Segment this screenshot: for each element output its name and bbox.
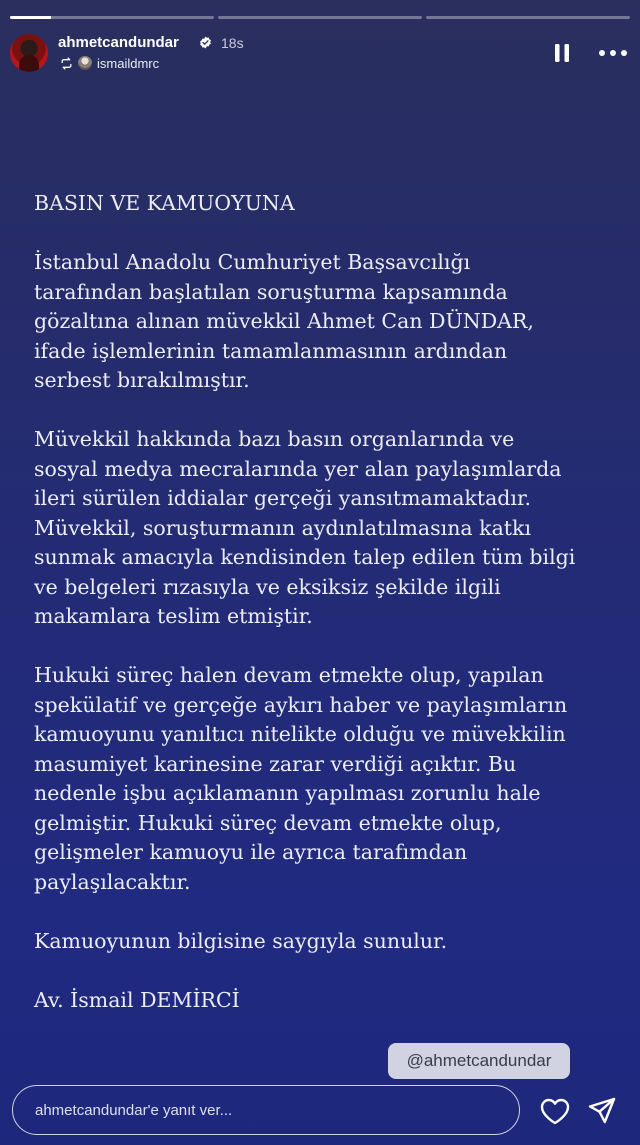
- reply-input[interactable]: [35, 1086, 495, 1134]
- repost-source-username: ismaildmrc: [97, 55, 160, 71]
- statement-paragraph: Müvekkil hakkında bazı basın organlarında ve sosyal medya mecralarında yer alan paylaşımlarda ileri sürülen iddialar gerçeği yansıtmamaktadır. Müvekkil, soruşturmanın aydınlatılmasına katkı sunmak amacıyla kendisinden talep edilen tüm bilgi ve belgeleri rızasıyla ve eksiksiz şekilde ilgili makamlara teslim etmiştir.: [34, 427, 576, 628]
- story-progress: [10, 16, 630, 19]
- verified-badge-icon: [199, 36, 212, 49]
- story-progress-segment: [10, 16, 214, 19]
- pause-icon[interactable]: [552, 42, 572, 64]
- reply-bar[interactable]: [12, 1085, 520, 1135]
- story-progress-fill: [10, 16, 51, 19]
- statement-title: BASIN VE KAMUOYUNA: [34, 191, 295, 215]
- story-progress-segment: [426, 16, 630, 19]
- mention-sticker[interactable]: @ahmetcandundar: [388, 1043, 570, 1079]
- statement-signature: Av. İsmail DEMİRCİ: [34, 987, 240, 1012]
- story-progress-segment: [218, 16, 422, 19]
- statement-text: [34, 189, 614, 1045]
- repost-source-avatar: [78, 56, 92, 70]
- post-time: 18s: [221, 35, 244, 51]
- username-link[interactable]: ahmetcandundar: [58, 34, 179, 51]
- heart-icon[interactable]: [539, 1097, 571, 1125]
- repost-icon: [60, 57, 73, 70]
- more-horizontal-icon[interactable]: [596, 42, 630, 64]
- statement-paragraph: İstanbul Anadolu Cumhuriyet Başsavcılığı tarafından başlatılan soruşturma kapsamında gözaltına alınan müvekkil Ahmet Can DÜNDAR, ifade işlemlerinin tamamlanmasının ardından serbest bırakılmıştır.: [34, 250, 534, 392]
- avatar[interactable]: [10, 34, 48, 72]
- story-header: [10, 30, 630, 78]
- statement-paragraph: Kamuoyunun bilgisine saygıyla sunulur.: [34, 928, 448, 953]
- repost-attribution[interactable]: [60, 54, 159, 72]
- statement-paragraph: Hukuki süreç halen devam etmekte olup, yapılan spekülatif ve gerçeğe aykırı haber ve paylaşımların kamuoyunu yanıltıcı nitelikte olduğu ve müvekkilin masumiyet karinesine zarar verdiği açıktır. Bu nedenle işbu açıklamanın yapılması zorunlu hale gelmiştir. Hukuki süreç devam etmekte olup, gelişmeler kamuoyu ile ayrıca tarafımdan paylaşılacaktır.: [34, 663, 568, 894]
- send-icon[interactable]: [587, 1096, 617, 1126]
